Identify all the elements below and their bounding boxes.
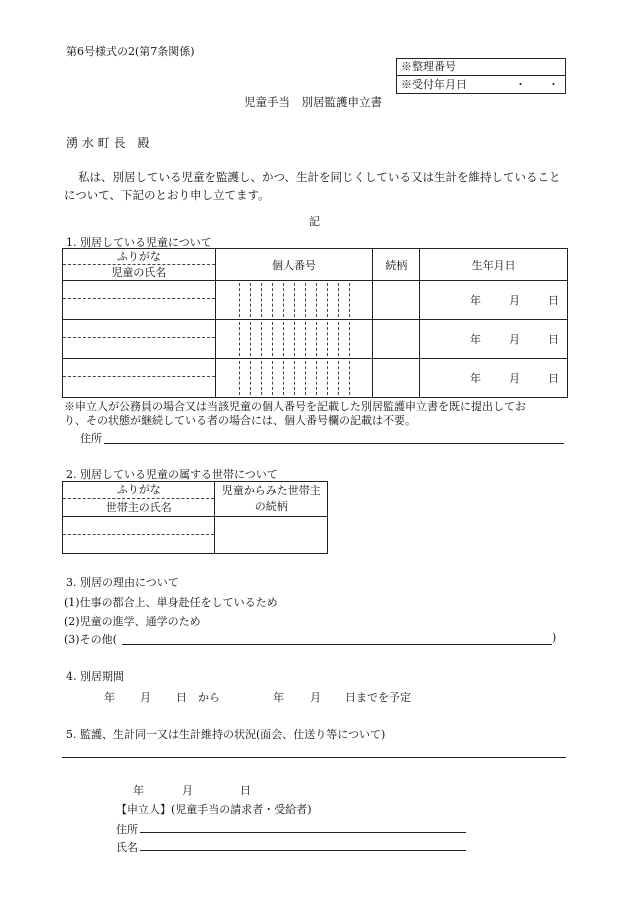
birthdate-header: 生年月日	[420, 249, 568, 281]
child-row	[63, 281, 568, 320]
period-end-year: 年	[273, 691, 284, 704]
household-relation-line-1: 児童からみた世帯主	[221, 484, 321, 497]
applicant-name-line[interactable]	[140, 850, 466, 851]
household-furigana-header: ふりがな	[63, 482, 214, 499]
section5-heading: 5. 監護、生計同一又は生計維持の状況(面会、仕送り等について)	[66, 728, 386, 741]
day-label: 日	[548, 333, 559, 346]
digit-separator	[239, 361, 240, 395]
reason-option-1[interactable]: (1)仕事の都合上、単身赴任をしているため	[64, 596, 278, 609]
digit-separator	[294, 283, 295, 317]
period-start-day: 日 から	[176, 691, 220, 704]
digit-separator	[327, 361, 328, 395]
period-start-year: 年	[104, 691, 115, 704]
id-number-cell[interactable]	[215, 359, 373, 398]
digit-separator	[294, 322, 295, 356]
digit-separator	[349, 322, 350, 356]
period-start-month: 月	[140, 691, 151, 704]
relation-header: 続柄	[373, 249, 420, 281]
digit-separator	[338, 322, 339, 356]
section4-heading: 4. 別居期間	[66, 670, 124, 683]
month-label: 月	[509, 294, 520, 307]
form-number: 第6号様式の2(第7条関係)	[66, 45, 195, 58]
status-line[interactable]	[62, 757, 566, 758]
reception-date-label: ※受付年月日	[401, 78, 467, 91]
digit-separator	[294, 361, 295, 395]
month-label: 月	[509, 372, 520, 385]
household-relation-header	[215, 482, 328, 517]
child-name-header: 児童の氏名	[111, 266, 167, 279]
digit-separator	[283, 322, 284, 356]
sign-day: 日	[240, 784, 251, 797]
period-end-day: 日までを予定	[345, 691, 411, 704]
digit-separator	[250, 361, 251, 395]
digit-separator	[316, 283, 317, 317]
relation-cell[interactable]	[373, 359, 420, 398]
section3-heading: 3. 別居の理由について	[66, 576, 179, 589]
digit-separator	[283, 283, 284, 317]
day-label: 日	[548, 294, 559, 307]
digit-separator	[338, 283, 339, 317]
child-address-line[interactable]	[104, 443, 564, 444]
household-table	[62, 481, 328, 554]
birthdate-cell[interactable]	[420, 359, 568, 398]
furigana-name-header	[63, 249, 216, 281]
office-box-serial	[397, 59, 565, 76]
document-title: 児童手当 別居監護申立書	[244, 95, 382, 109]
digit-separator	[327, 283, 328, 317]
child-name-cell[interactable]	[63, 359, 216, 398]
digit-separator	[261, 283, 262, 317]
section1-heading: 1. 別居している児童について	[66, 236, 212, 249]
digit-separator	[305, 283, 306, 317]
relation-cell[interactable]	[373, 281, 420, 320]
year-label: 年	[470, 294, 481, 307]
digit-separator	[239, 283, 240, 317]
applicant-name-label: 氏名	[116, 841, 138, 854]
reason-other-close: )	[552, 631, 557, 644]
digit-separator	[239, 322, 240, 356]
id-number-cell[interactable]	[215, 320, 373, 359]
reason-other-line[interactable]	[122, 644, 552, 645]
ki-label: 記	[309, 215, 320, 228]
reason-option-3[interactable]: (3)その他(	[64, 633, 117, 646]
digit-separator	[316, 322, 317, 356]
addressee: 湧 水 町 長 殿	[66, 136, 150, 150]
digit-separator	[283, 361, 284, 395]
year-label: 年	[470, 333, 481, 346]
relation-cell[interactable]	[373, 320, 420, 359]
children-table	[62, 248, 568, 398]
digit-separator	[305, 361, 306, 395]
section1-note-line-1: ※申立人が公務員の場合又は当該児童の個人番号を記載した別居監護申立書を既に提出してお	[64, 400, 526, 413]
household-relation-cell[interactable]	[215, 517, 328, 554]
id-number-header: 個人番号	[215, 249, 373, 281]
birthdate-cell[interactable]	[420, 320, 568, 359]
furigana-header: ふりがな	[63, 249, 215, 265]
child-row	[63, 320, 568, 359]
section2-heading: 2. 別居している児童の属する世帯について	[66, 468, 278, 481]
day-label: 日	[548, 372, 559, 385]
intro-line-2: について、下記のとおり申し立てます。	[64, 188, 270, 202]
intro-line-1: 私は、別居している児童を監護し、かつ、生計を同じくしている又は生計を維持していること	[78, 170, 561, 184]
digit-separator	[349, 361, 350, 395]
office-use-box	[396, 58, 566, 94]
household-head-name-header	[63, 482, 215, 517]
child-name-cell[interactable]	[63, 281, 216, 320]
applicant-address-label: 住所	[116, 823, 138, 836]
month-label: 月	[509, 333, 520, 346]
digit-separator	[250, 322, 251, 356]
sign-month: 月	[182, 784, 193, 797]
digit-separator	[316, 361, 317, 395]
digit-separator	[305, 322, 306, 356]
household-head-label: 世帯主の氏名	[105, 501, 172, 514]
digit-separator	[272, 283, 273, 317]
digit-separator	[272, 322, 273, 356]
reason-option-2[interactable]: (2)児童の進学、通学のため	[64, 615, 201, 628]
birthdate-cell[interactable]	[420, 281, 568, 320]
household-head-name-cell[interactable]	[63, 517, 215, 554]
serial-number-label: ※整理番号	[401, 60, 456, 73]
applicant-label: 【申立人】(児童手当の請求者・受給者)	[116, 803, 312, 816]
digit-separator	[261, 322, 262, 356]
section1-note-line-2: り、その状態が継続している者の場合には、個人番号欄の記載は不要。	[64, 414, 416, 427]
digit-separator	[250, 283, 251, 317]
digit-separator	[272, 361, 273, 395]
sign-year: 年	[133, 784, 144, 797]
digit-separator	[261, 361, 262, 395]
digit-separator	[327, 322, 328, 356]
id-number-cell[interactable]	[215, 281, 373, 320]
applicant-address-line[interactable]	[140, 832, 466, 833]
digit-separator	[349, 283, 350, 317]
child-address-label: 住所	[80, 432, 102, 445]
child-name-cell[interactable]	[63, 320, 216, 359]
year-label: 年	[470, 372, 481, 385]
household-relation-line-2: の続柄	[254, 500, 288, 513]
office-box-date	[397, 76, 565, 93]
period-end-month: 月	[310, 691, 321, 704]
digit-separator	[338, 361, 339, 395]
child-row	[63, 359, 568, 398]
reception-date-dots: ・ ・	[515, 78, 559, 91]
